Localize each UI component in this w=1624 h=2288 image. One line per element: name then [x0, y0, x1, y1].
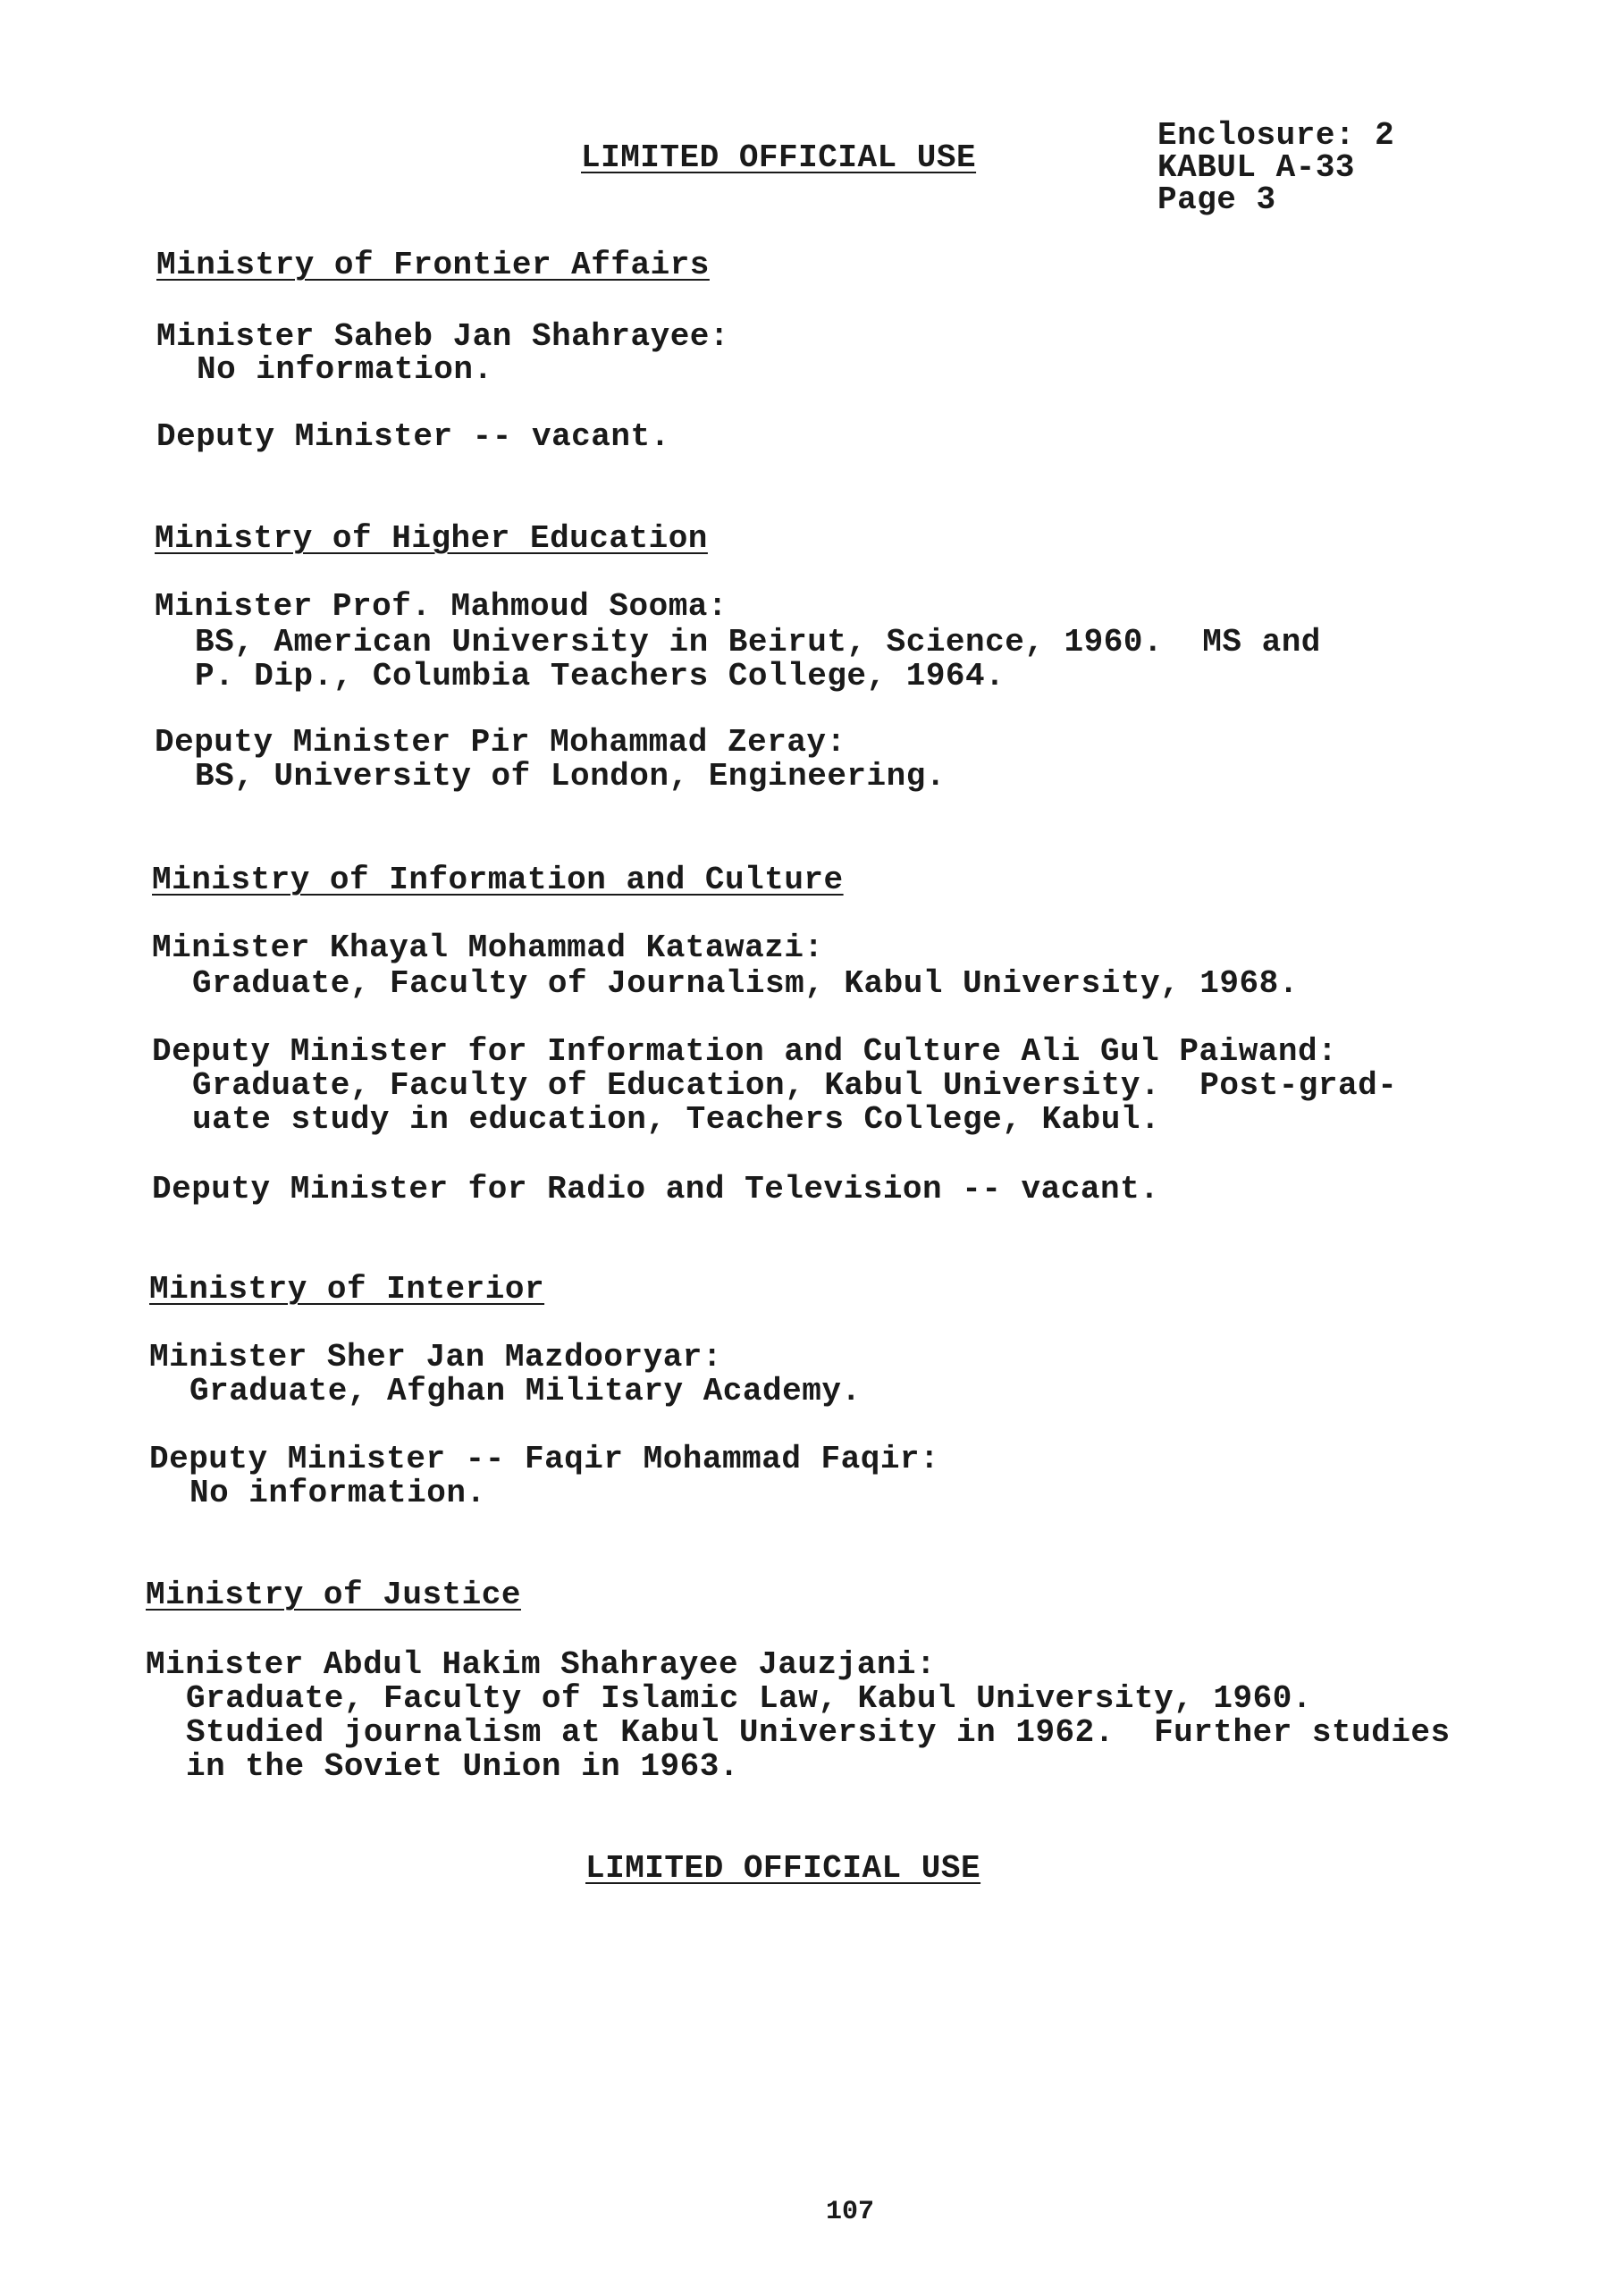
entry-head: Minister Sher Jan Mazdooryar: [149, 1339, 723, 1375]
reference-label: KABUL A-33 [1157, 149, 1356, 186]
entry-line: P. Dip., Columbia Teachers College, 1964. [195, 658, 1006, 694]
section-title: Ministry of Justice [146, 1577, 521, 1613]
entry-line: uate study in education, Teachers College, Kabul. [192, 1101, 1161, 1138]
entry-line: No information. [197, 351, 493, 388]
section-title: Ministry of Information and Culture [152, 862, 844, 898]
entry-line: BS, American University in Beirut, Science, 1960. MS and [195, 624, 1321, 660]
enclosure-label: Enclosure: 2 [1157, 117, 1395, 154]
entry-head: Deputy Minister -- Faqir Mohammad Faqir: [149, 1441, 940, 1477]
entry-line: BS, University of London, Engineering. [195, 758, 946, 795]
entry-line: Graduate, Faculty of Islamic Law, Kabul University, 1960. [186, 1680, 1312, 1717]
section-title: Ministry of Frontier Affairs [156, 247, 710, 283]
header-classification: LIMITED OFFICIAL USE [581, 139, 977, 176]
entry-line: No information. [189, 1475, 486, 1511]
entry-line: Graduate, Faculty of Education, Kabul University. Post-grad- [192, 1067, 1398, 1104]
entry-line: in the Soviet Union in 1963. [186, 1748, 739, 1785]
entry-head: Minister Prof. Mahmoud Sooma: [155, 588, 728, 625]
entry-head: Deputy Minister -- vacant. [156, 418, 670, 455]
section-title: Ministry of Interior [149, 1271, 545, 1308]
entry-line: Graduate, Faculty of Journalism, Kabul University, 1968. [192, 965, 1299, 1002]
entry-head: Deputy Minister for Information and Culture Ali Gul Paiwand: [152, 1033, 1338, 1070]
section-title: Ministry of Higher Education [155, 520, 708, 557]
entry-head: Minister Saheb Jan Shahrayee: [156, 318, 730, 355]
entry-head: Minister Abdul Hakim Shahrayee Jauzjani: [146, 1646, 937, 1683]
page-label: Page 3 [1157, 181, 1276, 218]
page-number: 107 [826, 2197, 875, 2227]
entry-head: Minister Khayal Mohammad Katawazi: [152, 930, 824, 966]
entry-line: Graduate, Afghan Military Academy. [189, 1373, 862, 1409]
entry-head: Deputy Minister for Radio and Television -- vacant. [152, 1171, 1160, 1207]
entry-head: Deputy Minister Pir Mohammad Zeray: [155, 724, 846, 761]
entry-line: Studied journalism at Kabul University in 1962. Further studies [186, 1714, 1451, 1751]
header-reference-block [1157, 117, 1395, 218]
footer-classification: LIMITED OFFICIAL USE [585, 1850, 981, 1887]
